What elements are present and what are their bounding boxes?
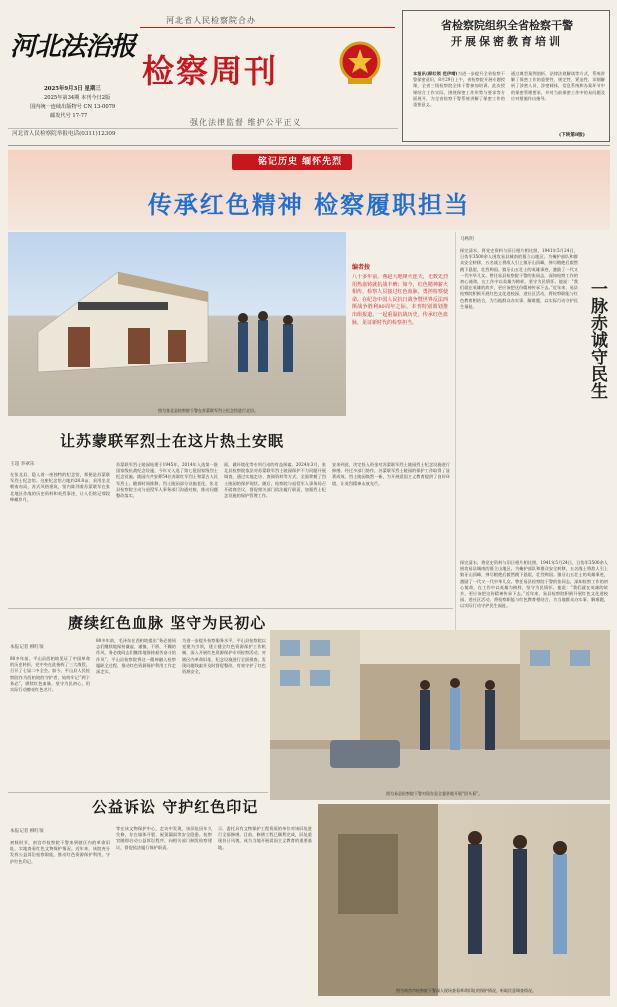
side-story-title: 一脉赤诚守民生: [587, 280, 607, 399]
story3-title: 公益诉讼 守护红色印记: [92, 798, 259, 816]
editor-note: [352, 262, 452, 412]
date-line: 2025年9月3日 星期三: [44, 86, 101, 92]
co-host-label: 河北省人民检察院合办: [166, 16, 256, 25]
sponsor-line: 河北省人民检察院举报电话(0311)12309: [12, 131, 116, 137]
feature-banner: [8, 150, 610, 230]
story1-title: 让苏蒙联军烈士在这片热土安眠: [60, 432, 285, 450]
story3-author: 本报记者 柳红领: [10, 829, 44, 834]
teaser-box[interactable]: [402, 10, 610, 142]
story2-author: 本报记者 柳红领: [10, 645, 44, 650]
side-story-body: 探完清水，将党史资料与旧日相片相比照，1941年5月24日，日伪军3500余人围攻易县城南的墓立山地区。为掩护部队和群众安全转移，五名战士将敌人引上狼牙山顶峰，弹尽粮绝后毅然跳下悬崖，壮烈殉国。狼牙山五壮士的英雄事迹，激励了一代又一代中华儿女。曾任易县检察院干警的张同志，深知检察工作的初心使命，在工作中以英雄为榜样，坚守为民情怀。他说：“我们就在英雄的故乡，更应该把这份精神传承下去。”近年来，易县检察院积极开展红色文化进校园、进社区活动，将检察职能与红色教育相结合，为当地群众办实事、解难题，以实际行动守护民生福祉。: [460, 248, 578, 309]
photo-caption: 图为南宫市检察院干警深入现场查看革命旧址的保护情况，听取民意调查情况。: [396, 988, 536, 993]
side-story-body-more: 探完清水，将党史资料与旧日相片相比照，1941年5月24日，日伪军3500余人围攻易县城南的墓立山地区。为掩护部队和群众安全转移，五名战士将敌人引上狼牙山顶峰，弹尽粮绝后毅然跳下悬崖，壮烈殉国。狼牙山五壮士的英雄事迹，激励了一代又一代中华儿女。曾任易县检察院干警的张同志，深知检察工作的初心使命，在工作中以英雄为榜样，坚守为民情怀。他说：“我们就在英雄的故乡，更应该把这份精神传承下去。”近年来，易县检察院积极开展红色文化进校园、进社区活动，将检察职能与红色教育相结合，为当地群众办实事、解难题，以实际行动守护民生福祉。: [460, 560, 608, 609]
story1-col2: 苏蒙联军烈士陵园始建于1945年，2014年入选第一批国家级抗战纪念设施，今年又入选了第七批国家级烈士纪念设施。陵园内共安葬54位苏联红军烈士和蒙古人民军烈士。随着时间推移，烈士陵园部分设施老化，张北县检察院主动与退役军人事务部门沟通对接，推动问题整改落实。: [116, 462, 218, 499]
story2-title: 赓续红色血脉 坚守为民初心: [68, 614, 267, 632]
story2-col1: 80多年前，平山县西柏坡见证了中国革命的历史转折，党中央在此指挥了三大战役，召开了七届二中全会。如今，平山县人民检察院作为西柏坡的守护者，始终牢记“两个务必”，赓续红色血脉，坚守为民初心，用实际行动擦亮红色名片。: [10, 656, 90, 693]
banner-tag: [232, 154, 352, 170]
slogan: 强化法律监督 维护公平正义: [190, 118, 302, 127]
heritage-site-photo: [318, 804, 610, 996]
story2-col2: 80多年前，毛泽东在西柏坡提出“务必使同志们继续地保持谦虚、谨慎、不骄、不躁的作风，务必使同志们继续地保持艰苦奋斗的作风”。平山县检察院将这一精神融入检察履职全过程，推动红色资源保护利用工作走深走实。: [96, 638, 176, 675]
post-code: 邮发代号 17-77: [50, 113, 88, 119]
story1-col3: 面，做环境化等专项行动的有益探索。2024年3月，张北县检察院依法对苏蒙联军烈士陵园保护不力问题开展调查，通过实地走访、查阅资料等方式，全面掌握了烈士陵园的保护现状。随后，检察院与退役军人事务局召开磋商会议，督促相关部门依法履行职责，加强烈士纪念设施的保护管理工作。: [224, 462, 326, 499]
story2-col3: 为进一步提升检察服务水平，平山县检察院以党建为引领，建立健全红色资源保护工作机制，深入开展红色资源保护专项检察活动，对辖区内革命旧址、纪念设施进行全面排查，发现问题线索并及时督促整改，有效守护了红色资源安全。: [182, 638, 266, 675]
teaser-continued[interactable]: (下转第8版): [559, 133, 585, 138]
story3-col2: 等在该文物保护中心，走访中发现，该旧址因年久失修，存在墙体开裂、屋顶漏雨等安全隐患。检察官随即启动公益诉讼程序，向相关部门制发检察建议，督促依法履行保护职责。: [116, 826, 212, 850]
side-story-author: 马秋明: [460, 237, 474, 242]
story1-author: 王超 李翠乐: [10, 462, 35, 467]
village-visit-photo: [270, 630, 610, 800]
side-story: [460, 232, 610, 652]
teaser-source: 本报讯(柳红领 范伊晴): [413, 71, 458, 76]
story1-col4: 安来到此，决定投入资金对苏蒙联军烈士陵园烈士纪念设施进行修缮。经过多部门协作，苏蒙联军烈士陵园的保护工作取得了显著成效。烈士陵园焕然一新，为开展爱国主义教育提供了良好环境，让英烈精神永放光芒。: [332, 462, 450, 486]
procuratorate-emblem: [338, 40, 382, 88]
teaser-title: 省检察院组织全省检察干警: [441, 19, 573, 32]
banner-tag-text: 铭记历史 缅怀先烈: [258, 157, 343, 167]
story3-col3: 示，委托具有文物保护工程资质的单位对该旧址进行全面修缮。目前，修缮工程已顺利完成，旧址重现昔日风貌，成为当地开展爱国主义教育的重要基地。: [218, 826, 312, 850]
banner-title: 传承红色精神 检察履职担当: [147, 191, 471, 219]
teaser-subtitle: 开展保密教育培训: [451, 35, 563, 48]
issue-line: 2025年第34期 本刊今日2版: [44, 95, 111, 101]
teaser-body-left: 本报讯(柳红领 范伊晴)为进一步提升全省检察干警保密意识，8月29日上午，省检察院开展专题授课，全省三级检察院全体干警参加培训。此次授课结合工作实际，围绕保密工作形势与要求等方面展开，为全省检察干警系统讲解了保密工作的重要意义。: [413, 71, 505, 108]
editor-note-label: 编者按: [352, 264, 371, 271]
newspaper-logo: 河北法治报: [10, 32, 136, 62]
story1-col1: 在张北县，隐入着一座独特的纪念馆，那便是苏蒙联军烈士纪念馆。这座纪念馆占地约28.8亩，采用坐北朝南布局，苏式风格建筑，馆内陈列着苏蒙联军在张北地区作战的历史资料和英烈事迹，让人们铭记那段峥嵘岁月。: [10, 472, 110, 502]
story3-col1: 初秋时节，南宫市检察院干警来到辖区内的革命旧址，实地查看红色文物保护情况。近年来，该院充分发挥公益诉讼检察职能，推动红色资源保护利用，守护红色印记。: [10, 840, 110, 864]
section-title: 检察周刊: [142, 52, 279, 90]
teaser-body-right: 通过典型案例剖析，法律法规解读等方式，系统讲解了保密工作的重要性、规定性、紧迫性，详细解析了涉密人员、涉密载体，信息系统和办案环节中的保密管理要求，并对当前保密工作中的易问题及应对措施作出指导。: [511, 71, 605, 101]
photo-caption: 图为易县检察院干警对留存县全委驻地开展“回头看”。: [386, 791, 483, 796]
photo-caption: 图为张北县检察院干警在苏蒙联军烈士纪念馆进行走访。: [158, 408, 258, 413]
cn-code: 国内统一连续出版物号 CN 13-0079: [30, 104, 116, 110]
editor-note-text: 八十多年前，燕赵大地烽火连天，无数先烈用热血铸就抗战丰碑；如今，红色精神薪火相传，检察人员接过红色血脉，勇担检察使命。在纪念中国人民抗日战争暨世界反法西斯战争胜利80周年之际，本刊特别策划推出组报道，一起重温抗战历史，传承红色血脉，见证新时代的检察担当。: [352, 274, 448, 326]
memorial-hall-photo: [8, 232, 346, 416]
